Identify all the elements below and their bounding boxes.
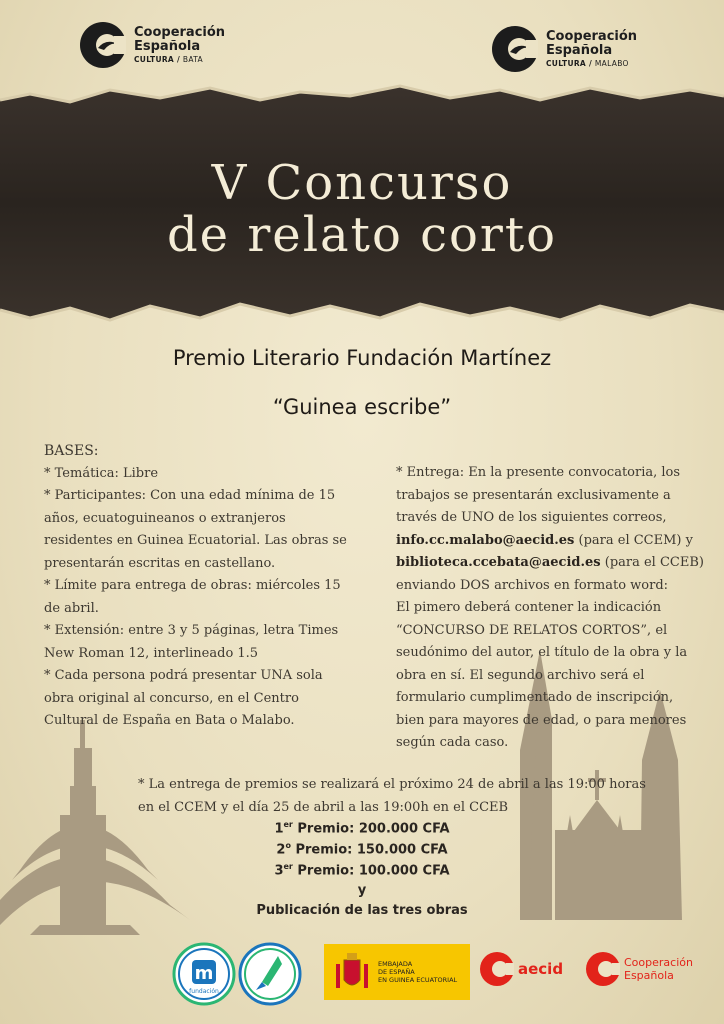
entrega-line: bien para mayores de edad, o para menores [396, 712, 687, 728]
prize-sup: o [285, 841, 291, 850]
fundacion-text: fundación [189, 988, 219, 995]
prize-number: 2 [276, 842, 286, 858]
entrega-line: según cada caso. [396, 735, 509, 750]
bases-item: Cultural de España en Bata o Malabo. [44, 713, 295, 728]
embajada-line1: EMBAJADA [378, 960, 413, 968]
aecid-logo [480, 952, 563, 986]
bases-section [44, 440, 374, 733]
logo-line2: Española [546, 42, 613, 58]
logo-line2: Española [134, 38, 201, 54]
prize-label: Premio: 200.000 CFA [292, 821, 450, 837]
ceremony-line: * La entrega de premios se realizará el próximo 24 de abril a las 19:00 horas [138, 777, 646, 792]
coop-footer-line2: Española [624, 969, 674, 982]
bases-item: * Extensión: entre 3 y 5 páginas, letra Times [44, 623, 339, 638]
email-ccem-link[interactable]: info.cc.malabo@aecid.es [396, 532, 575, 548]
bases-item: * Límite para entrega de obras: miércoles 15 [44, 578, 341, 593]
bases-heading: BASES: [44, 443, 99, 459]
ceremony-line: en el CCEM y el día 25 de abril a las 19:00h en el CCEB [138, 799, 509, 815]
rocket-logo [238, 942, 302, 1006]
entrega-line: El pimero deberá contener la indicación [396, 600, 662, 615]
title-line1: V Concurso [211, 155, 513, 211]
entrega-section [396, 462, 716, 755]
logo-cultura: CULTURA [546, 59, 587, 69]
logo-ccem: Cooperación Española CULTURA / MALABO [492, 26, 637, 72]
embajada-logo [324, 944, 470, 1000]
prize-sup: er [283, 820, 293, 829]
prize-label: Premio: 150.000 CFA [290, 842, 448, 858]
cooperacion-espanola-logo [586, 952, 693, 986]
bases-item: residentes en Guinea Ecuatorial. Las obras se [44, 533, 347, 548]
bases-item: New Roman 12, interlineado 1.5 [44, 645, 259, 661]
entrega-line: obra en sí. El segundo archivo será el [396, 667, 645, 683]
logo-line1: Cooperación [546, 28, 638, 44]
email-cceb-note: (para el CCEB) [600, 555, 704, 570]
ceremony-section [138, 774, 658, 819]
embajada-line3: EN GUINEA ECUATORIAL [378, 976, 458, 984]
embajada-line2: DE ESPAÑA [378, 968, 415, 976]
title-line2: de relato corto [166, 207, 558, 263]
email-ccem-note: (para el CCEM) y [574, 532, 693, 548]
prize-first [0, 820, 724, 836]
prize-number: 1 [274, 821, 284, 837]
coop-footer-line1: Cooperación [624, 956, 693, 969]
cooperacion-c-icon [80, 22, 126, 68]
prize-number: 3 [274, 863, 284, 879]
prize-label: Premio: 100.000 CFA [292, 863, 450, 879]
entrega-line: * Entrega: En la presente convocatoria, los [396, 465, 681, 480]
entrega-line: seudónimo del autor, el título de la obra y la [396, 645, 688, 660]
fundacion-martinez-logo [172, 942, 236, 1006]
entrega-line: formulario cumplimentado de inscripción, [396, 690, 674, 705]
publication-note: Publicación de las tres obras [256, 903, 468, 918]
bases-item: obra original al concurso, en el Centro [44, 690, 299, 706]
aecid-c-icon [480, 952, 514, 986]
entrega-line: través de UNO de los siguientes correos, [396, 510, 667, 525]
prize-and: y [357, 883, 367, 898]
fundacion-letter: m [194, 963, 214, 984]
bases-item: años, ecuatoguineanos o extranjeros [44, 510, 286, 526]
entrega-line: enviando DOS archivos en formato word: [396, 577, 669, 593]
bases-item: * Participantes: Con una edad mínima de 15 [44, 488, 336, 503]
tagline: “Guinea escribe” [272, 395, 452, 419]
email-cceb-link[interactable]: biblioteca.ccebata@aecid.es [396, 555, 601, 570]
prize-second [0, 841, 724, 857]
logo-line1: Cooperación [134, 24, 226, 40]
logo-cultura: CULTURA [134, 55, 175, 65]
bases-item: * Cada persona podrá presentar UNA sola [44, 668, 323, 683]
cooperacion-c-icon [492, 26, 538, 72]
coat-of-arms-icon [332, 950, 372, 994]
bases-item: de abril. [44, 600, 99, 616]
aecid-text: aecid [518, 960, 564, 978]
logo-city: BATA [182, 55, 203, 65]
bases-item: * Temática: Libre [44, 465, 159, 481]
logo-ccebata: Cooperación Española CULTURA / BATA [80, 22, 225, 68]
cooperacion-red-c-icon [586, 952, 620, 986]
logo-city: MALABO [594, 59, 629, 69]
prize-sup: er [283, 862, 293, 871]
prize-third [0, 862, 724, 878]
entrega-line: trabajos se presentarán exclusivamente a [396, 487, 671, 503]
bases-item: presentarán escritas en castellano. [44, 555, 276, 571]
entrega-line: “CONCURSO DE RELATOS CORTOS”, el [396, 622, 668, 638]
subtitle: Premio Literario Fundación Martínez [172, 346, 552, 370]
